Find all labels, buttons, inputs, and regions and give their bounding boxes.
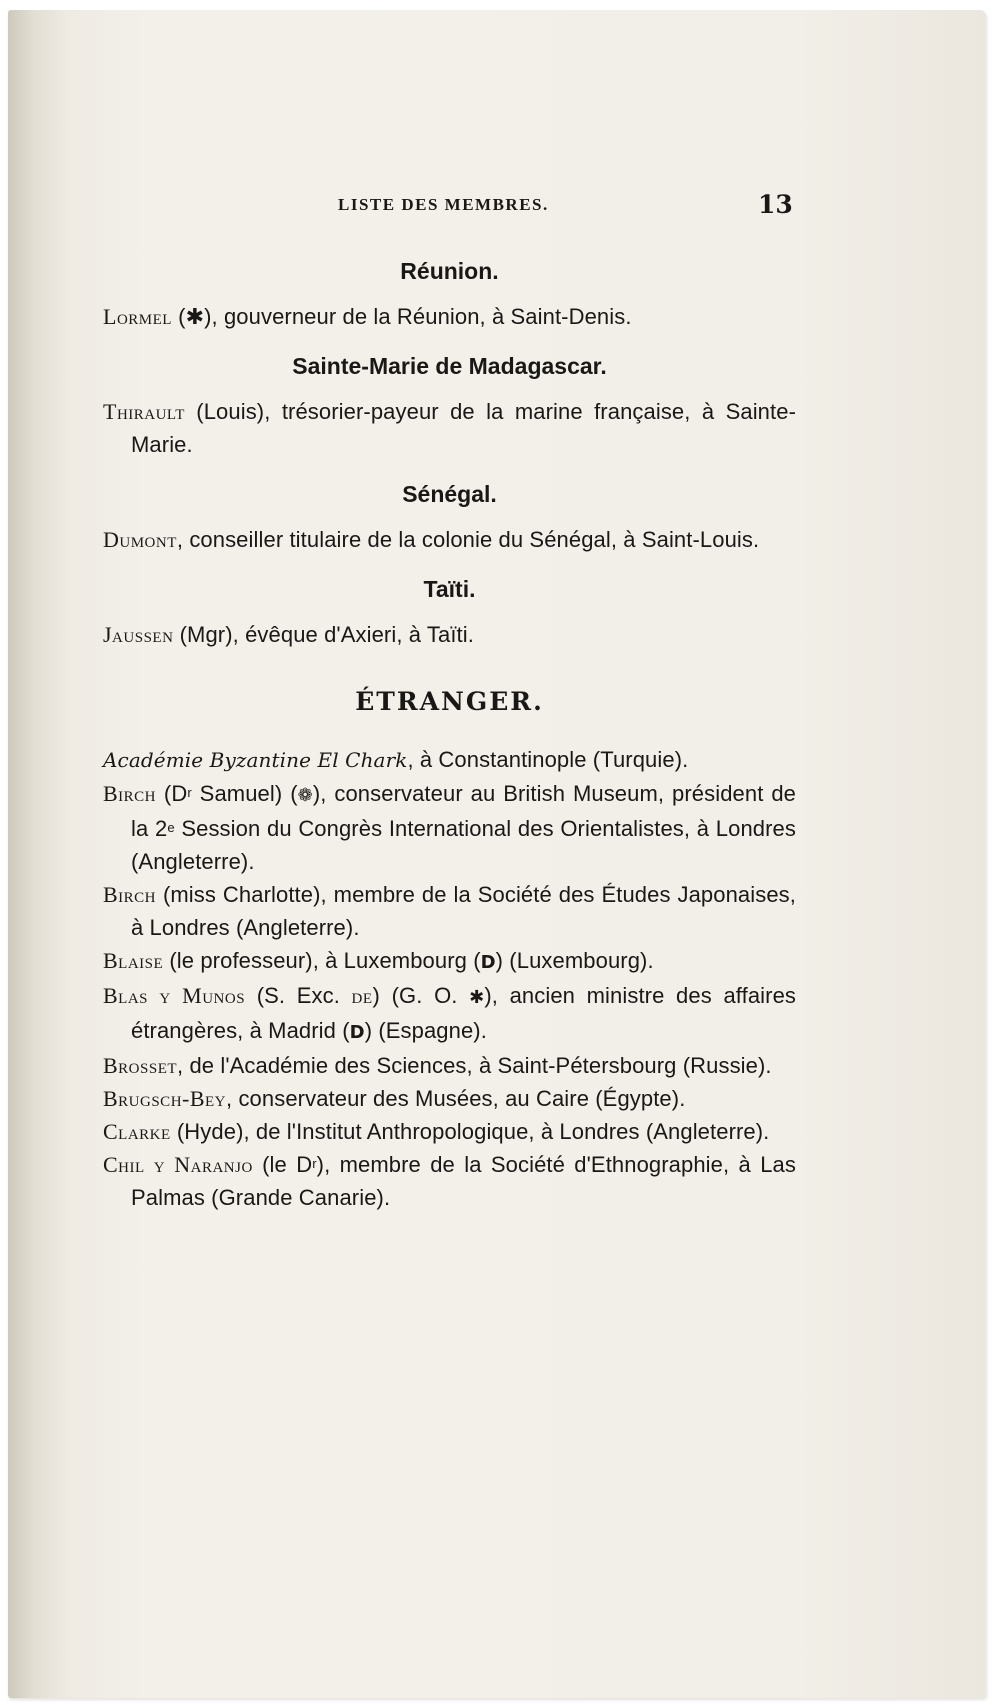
member-details: (✱), gouverneur de la Réunion, à Saint-Denis. <box>171 304 632 329</box>
member-details: ), conservateur au British Museum, président de la 2 <box>131 781 796 841</box>
member-name-italic: Académie Byzantine El Chark <box>103 748 408 772</box>
member-details: (Mgr), évêque d'Axieri, à Taïti. <box>173 622 474 647</box>
member-details: ), ancien ministre des affaires étrangères, à Madrid ( <box>131 983 796 1043</box>
member-name: Birch <box>103 882 157 907</box>
member-details: ) (Luxembourg). <box>495 948 654 973</box>
section-heading-etranger: ÉTRANGER. <box>355 687 544 716</box>
member-name: Brosset <box>103 1053 178 1078</box>
list-item <box>103 944 796 979</box>
list-item <box>103 979 796 1049</box>
member-name: Clarke <box>103 1119 171 1144</box>
superscript: r <box>312 1156 317 1171</box>
list-item <box>103 523 796 556</box>
member-name: Chil y Naranjo <box>103 1152 253 1177</box>
list-item <box>103 1148 796 1214</box>
section-heading-reunion: Réunion. <box>400 258 499 284</box>
list-item <box>103 618 796 651</box>
member-details: (D <box>156 781 188 806</box>
member-details: ), membre de la Société d'Ethnographie, à Las Palmas (Grande Canarie). <box>131 1152 796 1210</box>
member-name: Blas y Munos <box>103 983 246 1008</box>
member-name: Brugsch-Bey <box>103 1086 227 1111</box>
member-name: Blaise <box>103 948 164 973</box>
member-details: (Hyde), de l'Institut Anthropologique, à Londres (Angleterre). <box>170 1119 770 1144</box>
superscript: e <box>167 820 175 835</box>
member-name: Jaussen <box>103 622 174 647</box>
superscript: r <box>187 785 192 800</box>
member-details: , conservateur des Musées, au Caire (Égypte). <box>226 1086 686 1111</box>
member-details: (S. Exc. <box>245 983 352 1008</box>
page-number: 13 <box>758 190 793 219</box>
decoration-symbol-icon: ❁ <box>297 785 313 806</box>
member-details: (miss Charlotte), membre de la Société des Études Japonaises, à Londres (Angleterre). <box>131 882 796 940</box>
page-content <box>103 256 796 1214</box>
member-details: , conseiller titulaire de la colonie du Sénégal, à Saint-Louis. <box>176 527 760 552</box>
member-name: Birch <box>103 781 157 806</box>
member-name: Thirault <box>103 399 185 424</box>
member-details: ) (Espagne). <box>364 1018 487 1043</box>
member-details: (le professeur), à Luxembourg ( <box>163 948 481 973</box>
particle: de <box>351 983 373 1008</box>
list-item <box>103 1049 796 1082</box>
member-details: (Louis), trésorier-payeur de la marine française, à Sainte-Marie. <box>131 399 796 457</box>
list-item <box>103 878 796 944</box>
decoration-symbol-icon: D <box>349 1022 365 1043</box>
member-name: Dumont <box>103 527 177 552</box>
list-item <box>103 395 796 461</box>
list-item <box>103 743 796 777</box>
running-title: LISTE DES MEMBRES. <box>338 195 549 214</box>
decoration-symbol-icon: D <box>480 952 496 973</box>
member-details: Samuel) ( <box>191 781 298 806</box>
member-details: (le D <box>252 1152 313 1177</box>
section-heading-sainte-marie: Sainte-Marie de Madagascar. <box>292 353 607 379</box>
book-page <box>8 10 986 1698</box>
list-item <box>103 1115 796 1148</box>
member-details: , à Constantinople (Turquie). <box>407 747 689 772</box>
member-name: Lormel <box>103 304 172 329</box>
list-item <box>103 777 796 878</box>
list-item <box>103 300 796 333</box>
section-heading-senegal: Sénégal. <box>402 481 497 507</box>
decoration-symbol-icon: ✱ <box>469 987 485 1008</box>
member-details: , de l'Académie des Sciences, à Saint-Pétersbourg (Russie). <box>177 1053 772 1078</box>
member-details: Session du Congrès International des Orientalistes, à Londres (Angleterre). <box>131 816 796 874</box>
member-details: ) (G. O. <box>372 983 470 1008</box>
page-header <box>8 190 986 223</box>
section-heading-taiti: Taïti. <box>423 576 476 602</box>
list-item <box>103 1082 796 1115</box>
